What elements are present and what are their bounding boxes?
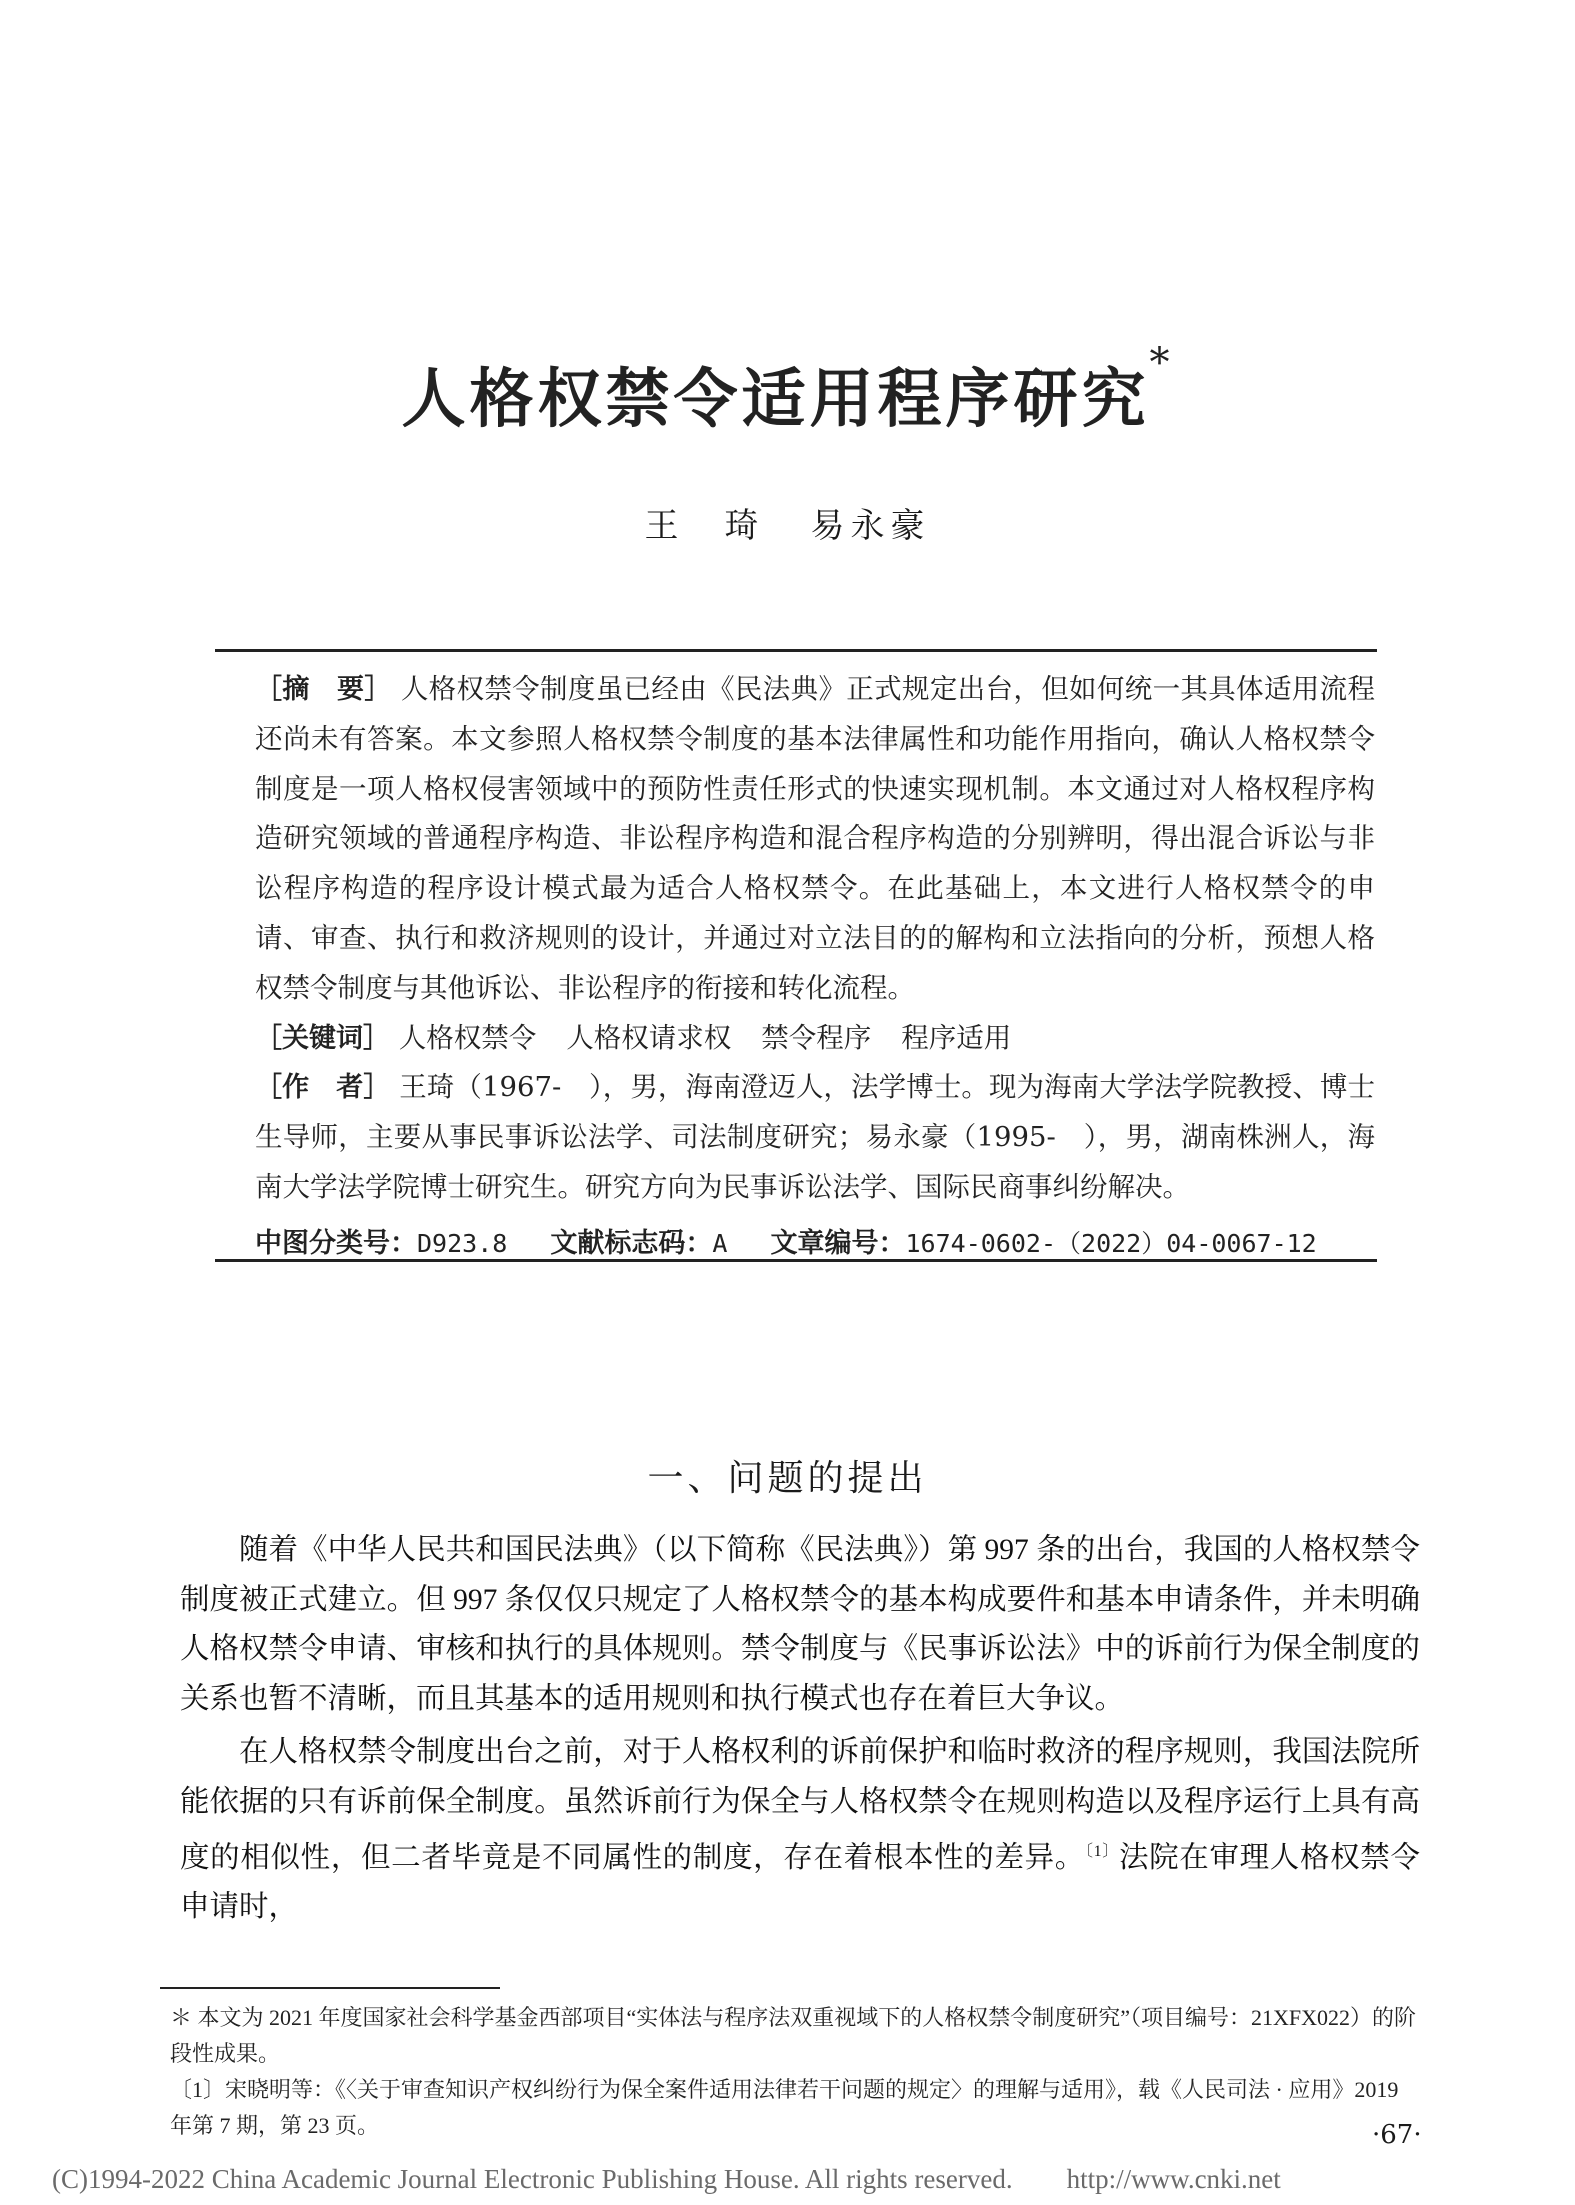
clc-label: 中图分类号：: [255, 1227, 417, 1259]
footnote-ref: 〔1〕: [1084, 1843, 1119, 1860]
doc-code-label: 文献标志码：: [550, 1227, 713, 1259]
author-info-text: 王琦（1967- ），男，海南澄迈人，法学博士。现为海南大学法学院教授、博士生导师，主要从事民事诉讼法学、司法制度研究；易永豪（1995- ），男，湖南株洲人，海南大学法学院博士研究生。研究方向为民事诉讼法学、国际民商事纠纷解决。: [255, 1071, 1375, 1203]
author-name: 易永豪: [810, 506, 931, 546]
section-heading: 一、问题的提出: [647, 1458, 928, 1499]
paragraph-text: 法院在审理人格权禁令申请时，: [180, 1841, 1420, 1924]
keywords-label: ［关键词］: [255, 1022, 390, 1054]
keyword: 禁令程序: [761, 1021, 872, 1054]
title-text: 人格权禁令适用程序研究: [401, 362, 1150, 437]
paragraph: [180, 1728, 1420, 1933]
keyword: 人格权请求权: [566, 1021, 732, 1054]
title-footnote-mark: *: [1149, 340, 1174, 386]
author-info: [255, 1063, 1375, 1212]
doc-code-value: A: [712, 1228, 728, 1258]
keyword: 程序适用: [901, 1021, 1012, 1054]
article-no-label: 文章编号：: [770, 1227, 906, 1259]
abstract-top-rule: [215, 649, 1377, 652]
author-info-label: ［作 者］: [255, 1072, 391, 1104]
keywords: [255, 1014, 1375, 1064]
paragraph-text: 在人格权禁令制度出台之前，对于人格权利的诉前保护和临时救济的程序规则，我国法院所能依据的只有诉前保全制度。虽然诉前行为保全与人格权禁令在规则构造以及程序运行上具有高度的相似性，但二者毕竟是不同属性的制度，存在着根本性的差异。: [180, 1736, 1420, 1874]
paper-title: [0, 340, 1575, 440]
abstract-bottom-rule: [215, 1259, 1377, 1262]
author-name: 王 琦: [644, 506, 765, 546]
clc-value: D923.8: [417, 1228, 508, 1258]
body-text: [180, 1526, 1420, 1937]
abstract-block: [255, 665, 1375, 1269]
paragraph: 随着《中华人民共和国民法典》（以下简称《民法典》）第 997 条的出台，我国的人格权禁令制度被正式建立。但 997 条仅仅只规定了人格权禁令的基本构成要件和基本申请条件，并未明确人格权禁令申请、审核和执行的具体规则。禁令制度与《民事诉讼法》中的诉前行为保全制度的关系也暂不清晰，而且其基本的适用规则和执行模式也存在着巨大争议。: [180, 1534, 1420, 1715]
abstract-text: 人格权禁令制度虽已经由《民法典》正式规定出台，但如何统一其具体适用流程还尚未有答案。本文参照人格权禁令制度的基本法律属性和功能作用指向，确认人格权禁令制度是一项人格权侵害领域中的预防性责任形式的快速实现机制。本文通过对人格权程序构造研究领域的普通程序构造、非讼程序构造和混合程序构造的分别辨明，得出混合诉讼与非讼程序构造的程序设计模式最为适合人格权禁令。在此基础上，本文进行人格权禁令的申请、审查、执行和救济规则的设计，并通过对立法目的的解构和立法指向的分析，预想人格权禁令制度与其他诉讼、非讼程序的衔接和转化流程。: [255, 673, 1375, 1004]
footnote: 〔1〕宋晓明等：《〈关于审查知识产权纠纷行为保全案件适用法律若干问题的规定〉的理解与适用》，载《人民司法 · 应用》2019 年第 7 期，第 23 页。: [170, 2077, 1399, 2138]
abstract-label: ［摘 要］: [255, 674, 392, 705]
footnote: ＊ 本文为 2021 年度国家社会科学基金西部项目“实体法与程序法双重视域下的人格权禁令制度研究”（项目编号：21XFX022）的阶段性成果。: [170, 2005, 1417, 2066]
keyword: 人格权禁令: [398, 1021, 537, 1054]
page-number: ·67·: [1372, 2120, 1422, 2150]
abstract: [255, 665, 1375, 1014]
footnotes: [170, 2000, 1420, 2144]
footnote-rule: [160, 1987, 500, 1989]
author-line: [0, 498, 1575, 547]
copyright-line: (C)1994-2022 China Academic Journal Electronic Publishing House. All rights reserved. http://www.cnki.net: [52, 2164, 1281, 2194]
article-no-value: 1674-0602-（2022）04-0067-12: [905, 1228, 1317, 1258]
